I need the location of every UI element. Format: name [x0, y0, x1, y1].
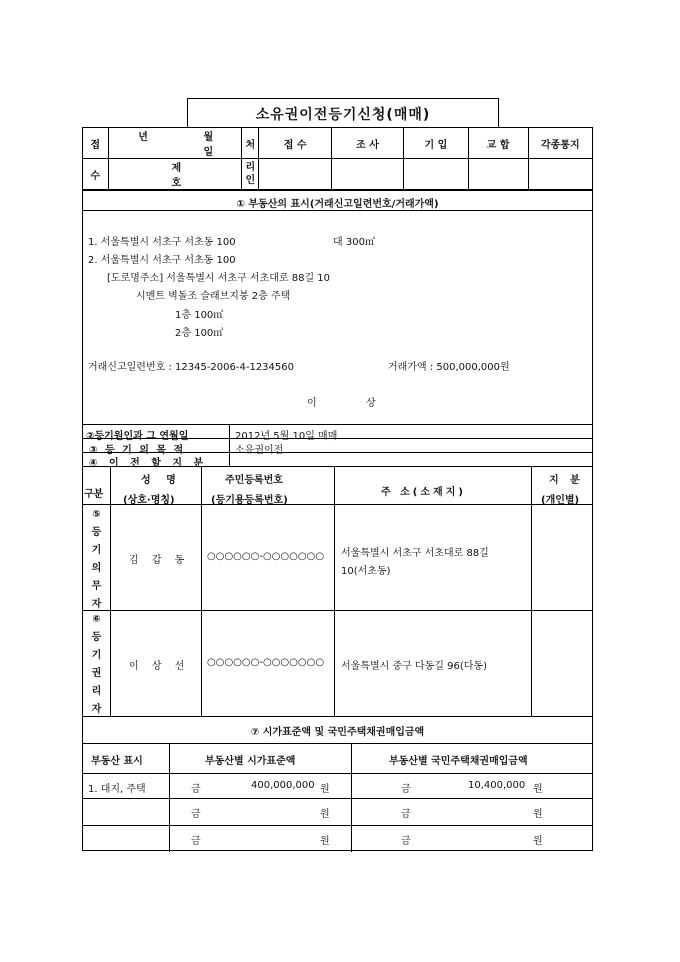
- bond-amount-value[interactable]: 10,400,000: [468, 780, 526, 791]
- processor-label-bottom: [242, 159, 259, 190]
- processor-label-top: 처: [242, 128, 259, 159]
- bond-won-prefix: 금: [401, 836, 411, 847]
- col-address: 주 소(소재지): [381, 487, 466, 498]
- divider: [83, 610, 592, 611]
- obligor-address-2[interactable]: 10(서초동): [341, 566, 391, 577]
- col-name: 성 명: [141, 475, 182, 486]
- divider: [229, 424, 230, 466]
- divider: [83, 743, 592, 744]
- obligor-char: 등: [91, 527, 102, 538]
- divider: [83, 825, 592, 826]
- bond-won-suffix: 원: [533, 784, 543, 795]
- building-structure: 시멘트 벽돌조 슬래브지붕 2층 주택: [136, 291, 291, 302]
- cell-inspect[interactable]: [331, 159, 403, 190]
- divider: [83, 504, 592, 505]
- bond-won-suffix: 원: [533, 809, 543, 820]
- divider: [83, 424, 592, 425]
- number-label: 제 호: [108, 159, 242, 190]
- price-won-suffix: 원: [320, 836, 330, 847]
- col-notice: 각종통지: [528, 128, 592, 159]
- form-title-text: 소유권이전등기신청(매매): [255, 106, 431, 123]
- receipt-label-top: 접: [83, 128, 109, 159]
- cause-label: ②등기원인과 그 연월일: [86, 431, 189, 442]
- col-receipt: 접 수: [259, 128, 331, 159]
- bond-won-prefix: 금: [401, 809, 411, 820]
- col-standard-price: 부동산별 시가표준액: [205, 756, 296, 767]
- floor-1: 1층 100㎡: [175, 310, 224, 321]
- receipt-header-table: [82, 127, 593, 190]
- divider: [83, 798, 592, 799]
- col-id: 주민등록번호: [225, 475, 283, 486]
- price-won-prefix: 금: [191, 836, 201, 847]
- price-won-suffix: 원: [320, 809, 330, 820]
- transaction-serial: 거래신고일련번호 : 12345-2006-4-1234560: [88, 362, 294, 373]
- obligor-char: 의: [91, 563, 102, 574]
- price-won-prefix: 금: [191, 809, 201, 820]
- holder-address[interactable]: 서울특별시 중구 다동길 96(다동): [341, 661, 487, 672]
- purpose-label: ③ 등 기 의 목 적: [89, 445, 186, 456]
- cell-collate[interactable]: [468, 159, 528, 190]
- obligor-name[interactable]: 김 갑 동: [129, 555, 190, 566]
- price-won-suffix: 원: [320, 784, 330, 795]
- divider: [83, 773, 592, 774]
- bond-won-suffix: 원: [533, 836, 543, 847]
- holder-char: 등: [91, 632, 102, 643]
- col-type: 구분: [84, 489, 104, 500]
- section1-heading: ① 부동산의 표시(거래신고일련번호/거래가액): [236, 199, 439, 210]
- transaction-price: 거래가액 : 500,000,000원: [388, 362, 510, 373]
- road-address: [도로명주소] 서울특별시 서초구 서초대로 88길 10: [107, 273, 331, 284]
- price-row-label: 1. 대지, 주택: [88, 784, 146, 795]
- col-share: 지 분: [549, 475, 584, 486]
- processor-char-3: 인: [245, 175, 256, 186]
- purpose-value[interactable]: 소유권이전: [235, 445, 284, 456]
- cell-entry[interactable]: [404, 159, 468, 190]
- holder-name[interactable]: 이 상 선: [129, 661, 190, 672]
- obligor-char: ⑤: [92, 509, 101, 520]
- divider: [83, 452, 592, 453]
- col-inspect: 조 사: [331, 128, 403, 159]
- receipt-label-bottom: 수: [83, 159, 109, 190]
- holder-char: 리: [91, 686, 102, 697]
- col-collate: 교 합: [468, 128, 528, 159]
- obligor-label: [83, 506, 110, 614]
- price-won-prefix: 금: [191, 784, 201, 795]
- holder-char: 권: [91, 668, 102, 679]
- divider: [83, 210, 592, 211]
- obligor-id[interactable]: ○○○○○○-○○○○○○○: [207, 551, 325, 562]
- holder-char: ⑥: [92, 614, 101, 625]
- divider: [83, 716, 592, 717]
- divider: [83, 438, 592, 439]
- end-mark-1: 이: [307, 398, 317, 409]
- holder-char: 자: [91, 704, 102, 715]
- col-id-sub: (등기용등록번호): [211, 495, 288, 506]
- processor-char-2: 리: [245, 162, 256, 173]
- col-name-sub: (상호·명칭): [123, 495, 175, 506]
- obligor-char: 무: [91, 581, 102, 592]
- date-label: 년 월 일: [108, 128, 242, 159]
- end-mark-2: 상: [366, 398, 376, 409]
- property-area: 대 300㎡: [333, 237, 375, 248]
- floor-2: 2층 100㎡: [175, 328, 224, 339]
- property-line-2: 2. 서울특별시 서초구 서초동 100: [88, 255, 236, 266]
- obligor-char: 기: [91, 545, 102, 556]
- col-entry: 기 입: [404, 128, 468, 159]
- col-property: 부동산 표시: [91, 756, 143, 767]
- obligor-char: 자: [91, 599, 102, 610]
- share-label: ④ 이 전 할 지 분: [89, 458, 208, 469]
- bond-won-prefix: 금: [401, 784, 411, 795]
- holder-id[interactable]: ○○○○○○-○○○○○○○: [207, 657, 325, 668]
- obligor-address-1[interactable]: 서울특별시 서초구 서초대로 88길: [341, 548, 489, 559]
- cell-receipt[interactable]: [259, 159, 331, 190]
- cell-notice[interactable]: [528, 159, 592, 190]
- holder-char: 기: [91, 650, 102, 661]
- cause-value[interactable]: 2012년 5월 10일 매매: [235, 431, 338, 442]
- col-share-sub: (개인별): [541, 495, 580, 506]
- col-bond-amount: 부동산별 국민주택채권매입금액: [389, 756, 528, 767]
- property-line-1: 1. 서울특별시 서초구 서초동 100: [88, 237, 236, 248]
- holder-label: [83, 611, 110, 719]
- section7-heading: ⑦ 시가표준액 및 국민주택채권매입금액: [250, 727, 425, 738]
- divider: [83, 466, 592, 467]
- form-body: [82, 190, 593, 851]
- form-title: [187, 98, 499, 128]
- standard-price-value[interactable]: 400,000,000: [251, 780, 315, 791]
